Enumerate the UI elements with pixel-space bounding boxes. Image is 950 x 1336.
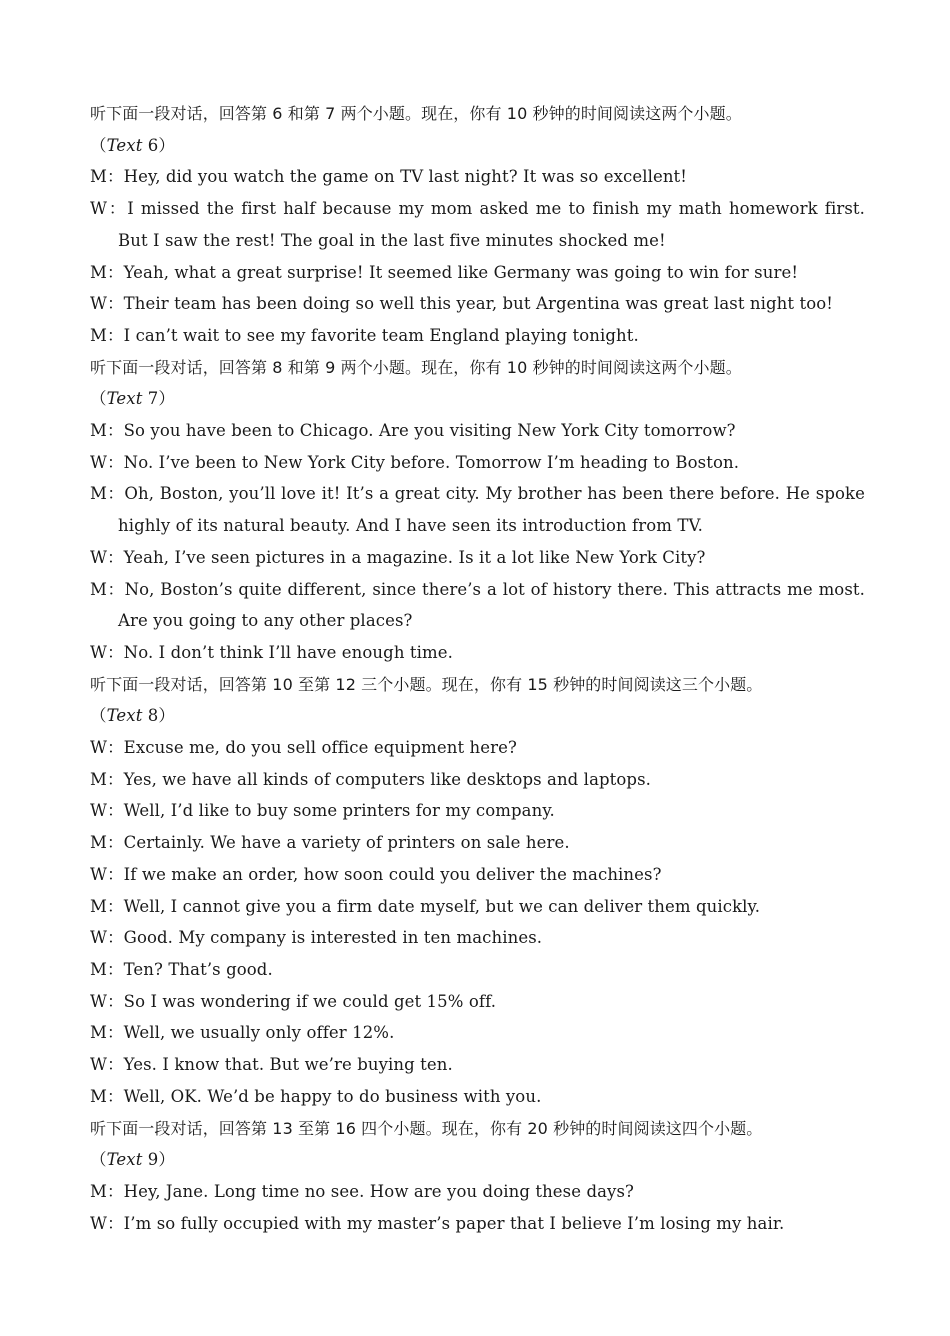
speaker-separator: ： [107,738,124,758]
speaker: M [90,1086,107,1106]
dialogue-line [90,288,865,320]
dialogue-line [90,986,865,1018]
speaker-separator: ： [107,1181,124,1201]
dialogue-line [90,827,865,859]
dialogue-line [90,1017,865,1049]
utterance: No, Boston’s quite different, since there’s a lot of history there. This attracts me most. Are you going to any other places? [118,579,865,631]
dialogue-line [90,574,865,637]
speaker-separator: ： [107,642,124,662]
label-text: Text [106,1150,143,1170]
label-paren: （ [90,135,107,155]
section-text-6 [90,98,865,352]
speaker: W [90,738,108,758]
speaker-separator: ： [107,864,124,884]
speaker-separator: ： [107,801,124,821]
speaker-separator: ： [107,1086,124,1106]
speaker: M [90,1023,107,1043]
utterance: Yes. I know that. But we’re buying ten. [123,1055,453,1075]
speaker-separator: ： [107,294,124,314]
utterance: Well, we usually only offer 12%. [123,1023,395,1043]
speaker-separator: ： [107,1023,124,1043]
dialogue-line [90,193,865,256]
dialogue-line [90,732,865,764]
speaker: W [90,642,108,662]
speaker: W [90,199,108,219]
speaker: W [90,1213,108,1233]
utterance: No. I’ve been to New York City before. Tomorrow I’m heading to Boston. [123,452,740,472]
speaker: M [90,896,107,916]
speaker: M [90,167,107,187]
section-label [90,130,865,162]
speaker: M [90,325,107,345]
dialogue-line [90,320,865,352]
speaker: M [90,769,107,789]
speaker-separator: ： [107,547,124,567]
section-text-8 [90,669,865,1113]
dialogue-line [90,257,865,289]
section-instruction: 听下面一段对话，回答第 10 至第 12 三个小题。现在，你有 15 秒钟的时间阅读这三个小题。 [90,674,763,694]
speaker-separator: ： [107,325,124,345]
dialogue-line [90,415,865,447]
speaker-separator: ： [107,484,125,504]
dialogue-line [90,795,865,827]
label-paren: （ [90,389,107,409]
section-label [90,1144,865,1176]
utterance: Well, I’d like to buy some printers for my company. [123,801,555,821]
dialogue-line [90,1208,865,1240]
speaker-separator: ： [107,896,124,916]
section-instruction: 听下面一段对话，回答第 6 和第 7 两个小题。现在，你有 10 秒钟的时间阅读这两个小题。 [90,104,742,123]
dialogue-line [90,891,865,923]
utterance: Yeah, I’ve seen pictures in a magazine. Is it a lot like New York City? [123,547,706,567]
speaker-separator: ： [107,769,124,789]
section-text-7 [90,352,865,669]
speaker: W [90,294,108,314]
dialogue-line [90,542,865,574]
section-label [90,383,865,415]
label-number: 7） [142,389,175,409]
speaker-separator: ： [107,421,124,441]
speaker: M [90,421,107,441]
label-number: 8） [142,706,175,726]
speaker-separator: ： [107,928,124,948]
speaker-separator: ： [107,1055,124,1075]
dialogue-line [90,859,865,891]
dialogue-line [90,1176,865,1208]
utterance: If we make an order, how soon could you deliver the machines? [123,864,662,884]
speaker: M [90,1181,107,1201]
speaker-separator: ： [107,167,124,187]
utterance: Well, OK. We’d be happy to do business with you. [123,1086,542,1106]
label-text: Text [106,706,143,726]
utterance: I’m so fully occupied with my master’s paper that I believe I’m losing my hair. [123,1213,785,1233]
speaker: W [90,801,108,821]
utterance: I can’t wait to see my favorite team England playing tonight. [123,325,639,345]
dialogue-line [90,922,865,954]
speaker-separator: ： [107,959,124,979]
utterance: I missed the first half because my mom asked me to finish my math homework first. But I saw the rest! The goal in the last five minutes shocked me! [118,199,865,250]
utterance: No. I don’t think I’ll have enough time. [123,642,453,662]
utterance: Excuse me, do you sell office equipment here? [123,738,517,758]
dialogue-line [90,1049,865,1081]
dialogue-line [90,637,865,669]
utterance: Well, I cannot give you a firm date myself, but we can deliver them quickly. [123,896,761,916]
dialogue-line [90,478,865,541]
utterance: Their team has been doing so well this year, but Argentina was great last night too! [123,294,834,314]
label-number: 6） [142,135,175,155]
speaker-separator: ： [107,579,125,599]
speaker: W [90,928,108,948]
speaker-separator: ： [107,262,124,282]
utterance: Hey, did you watch the game on TV last night? It was so excellent! [123,167,688,187]
section-text-9 [90,1113,865,1240]
label-number: 9） [142,1150,175,1170]
utterance: Yeah, what a great surprise! It seemed like Germany was going to win for sure! [123,262,799,282]
speaker: M [90,959,107,979]
speaker: W [90,991,108,1011]
speaker-separator: ： [107,991,124,1011]
speaker: W [90,864,108,884]
speaker: W [90,1055,108,1075]
label-text: Text [106,135,143,155]
dialogue-line [90,1081,865,1113]
label-paren: （ [90,1150,107,1170]
speaker: W [90,452,108,472]
section-instruction: 听下面一段对话，回答第 13 至第 16 四个小题。现在，你有 20 秒钟的时间阅读这四个小题。 [90,1118,763,1138]
speaker: M [90,484,107,504]
section-label [90,700,865,732]
section-instruction: 听下面一段对话，回答第 8 和第 9 两个小题。现在，你有 10 秒钟的时间阅读这两个小题。 [90,357,742,377]
speaker-separator: ： [107,199,128,219]
utterance: So you have been to Chicago. Are you visiting New York City tomorrow? [123,421,736,441]
utterance: Ten? That’s good. [123,959,273,979]
label-paren: （ [90,706,107,726]
dialogue-line [90,447,865,479]
dialogue-line [90,161,865,193]
label-text: Text [106,389,143,409]
utterance: Yes, we have all kinds of computers like desktops and laptops. [123,769,652,789]
utterance: Good. My company is interested in ten machines. [123,928,543,948]
speaker: W [90,547,108,567]
document-page [90,98,865,1239]
utterance: Oh, Boston, you’ll love it! It’s a great city. My brother has been there before. He spoke highly of its natural beauty. And I have seen its introduction from TV. [118,484,865,536]
utterance: Hey, Jane. Long time no see. How are you doing these days? [123,1181,634,1201]
dialogue-line [90,764,865,796]
speaker-separator: ： [107,452,124,472]
dialogue-line [90,954,865,986]
speaker-separator: ： [107,833,124,853]
speaker: M [90,833,107,853]
speaker: M [90,579,107,599]
speaker-separator: ： [107,1213,124,1233]
speaker: M [90,262,107,282]
utterance: So I was wondering if we could get 15% off. [123,991,497,1011]
utterance: Certainly. We have a variety of printers on sale here. [123,833,570,853]
